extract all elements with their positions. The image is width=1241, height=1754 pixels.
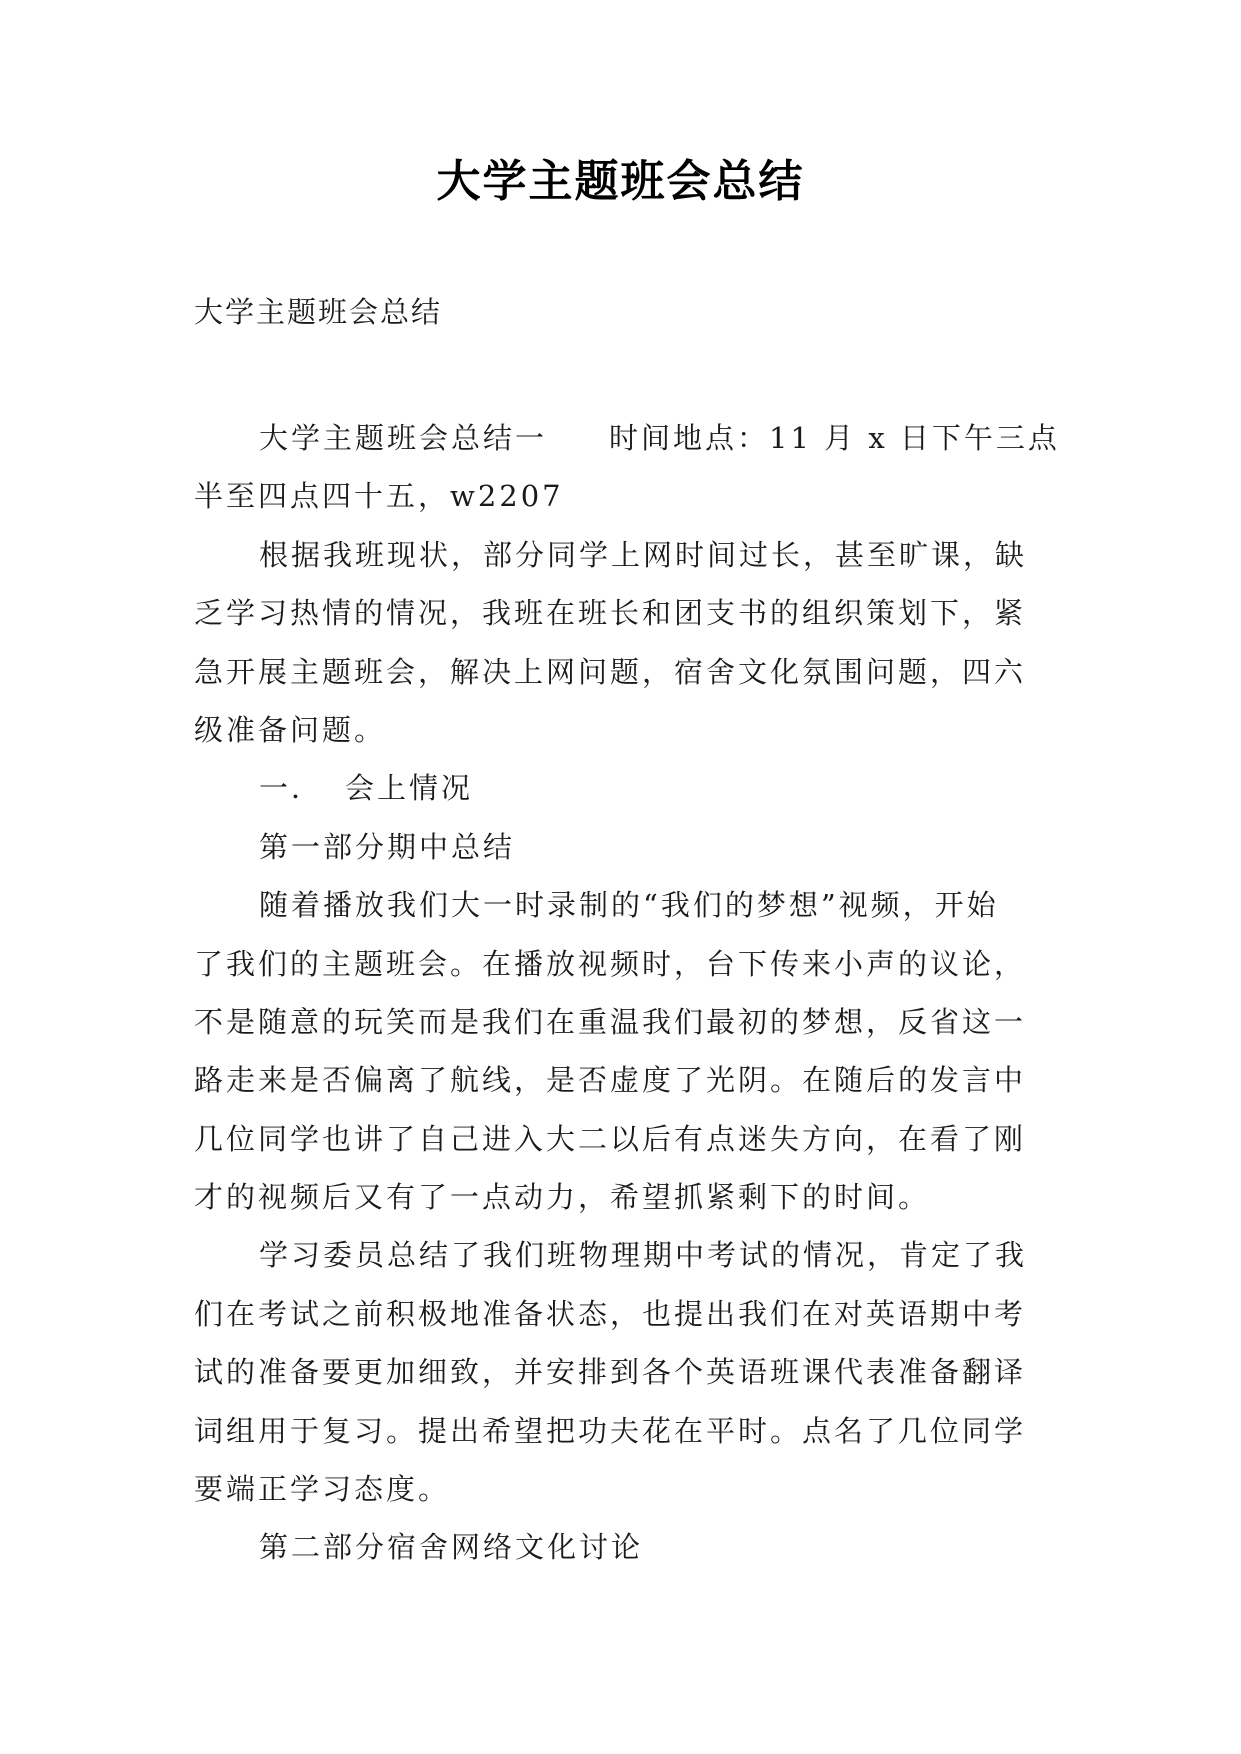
document-subtitle: 大学主题班会总结 bbox=[194, 295, 443, 329]
paragraph-2-line-1: 随着播放我们大一时录制的“我们的梦想”视频，开始 bbox=[259, 888, 999, 923]
paragraph-1-line-3: 急开展主题班会，解决上网问题，宿舍文化氛围问题，四六 bbox=[194, 654, 1027, 689]
paragraph-3-line-2: 们在考试之前积极地准备状态，也提出我们在对英语期中考 bbox=[194, 1296, 1027, 1331]
section-1-label: 会上情况 bbox=[345, 771, 474, 806]
paragraph-1-line-4: 级准备问题。 bbox=[194, 712, 387, 747]
summary-label: 大学主题班会总结一 bbox=[259, 421, 548, 455]
section-1-heading bbox=[194, 759, 1064, 817]
paragraph-2-line-4: 路走来是否偏离了航线，是否虚度了光阴。在随后的发言中 bbox=[194, 1063, 1027, 1098]
header-line-2: 半至四点四十五，w2207 bbox=[194, 479, 564, 514]
document-body bbox=[194, 409, 1064, 1577]
paragraph-3-line-3: 试的准备要更加细致，并安排到各个英语班课代表准备翻译 bbox=[194, 1355, 1027, 1390]
paragraph-2-line-3: 不是随意的玩笑而是我们在重温我们最初的梦想，反省这一 bbox=[194, 1004, 1027, 1039]
header-line-1 bbox=[194, 409, 1064, 467]
paragraph-2-line-6: 才的视频后又有了一点动力，希望抓紧剩下的时间。 bbox=[194, 1180, 931, 1215]
time-location: 时间地点：11 月 x 日下午三点 bbox=[609, 421, 1060, 455]
part-1-heading: 第一部分期中总结 bbox=[259, 829, 516, 864]
paragraph-3-line-1: 学习委员总结了我们班物理期中考试的情况，肯定了我 bbox=[259, 1238, 1028, 1273]
paragraph-1-line-1: 根据我班现状，部分同学上网时间过长，甚至旷课，缺 bbox=[259, 537, 1028, 572]
paragraph-2-line-2: 了我们的主题班会。在播放视频时，台下传来小声的议论， bbox=[194, 946, 1027, 981]
paragraph-3-line-5: 要端正学习态度。 bbox=[194, 1472, 451, 1507]
paragraph-2-line-5: 几位同学也讲了自己进入大二以后有点迷失方向，在看了刚 bbox=[194, 1121, 1027, 1156]
part-2-heading: 第二部分宿舍网络文化讨论 bbox=[259, 1530, 644, 1565]
section-1-number: 一． bbox=[259, 771, 324, 806]
paragraph-3-line-4: 词组用于复习。提出希望把功夫花在平时。点名了几位同学 bbox=[194, 1413, 1027, 1448]
document-title: 大学主题班会总结 bbox=[436, 156, 805, 207]
paragraph-1-line-2: 乏学习热情的情况，我班在班长和团支书的组织策划下，紧 bbox=[194, 596, 1027, 631]
